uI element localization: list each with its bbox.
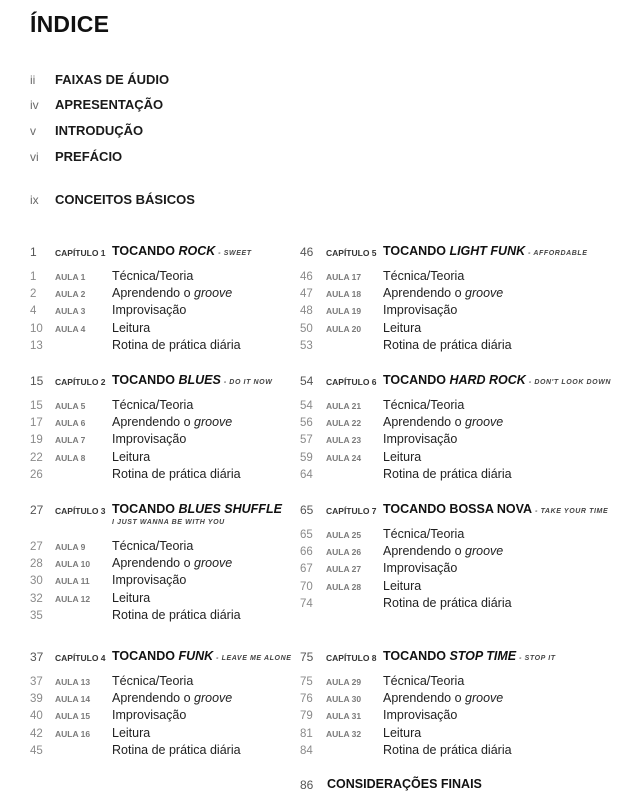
lesson-number: AULA 7 (55, 435, 86, 446)
lesson-number: AULA 30 (326, 694, 362, 705)
lesson-name-text: Leitura (383, 578, 422, 593)
lesson-page: 45 (30, 744, 43, 757)
lesson-number: AULA 18 (326, 289, 362, 300)
front-item-page: v (30, 124, 36, 138)
lesson-page: 10 (30, 322, 43, 335)
chapter-block (300, 648, 600, 759)
page-title: ÍNDICE (30, 11, 110, 37)
chapter-header[interactable] (300, 648, 600, 666)
lesson-name (112, 673, 193, 690)
front-item-label: CONCEITOS BÁSICOS (55, 192, 195, 207)
lesson-number: AULA 10 (55, 559, 91, 570)
lesson-name-emphasis: groove (465, 544, 504, 559)
lesson-name (112, 555, 232, 572)
lesson-name-text: Improvisação (383, 561, 458, 576)
lesson-name-text: Rotina de prática diária (112, 466, 241, 481)
lesson-name (383, 578, 421, 595)
chapter-page: 65 (300, 503, 314, 517)
chapter-page: 37 (30, 650, 44, 664)
lesson-page: 22 (30, 451, 43, 464)
chapter-page: 1 (30, 245, 37, 259)
chapter-title-prefix: TOCANDO (383, 373, 450, 387)
chapter-block (30, 243, 330, 354)
lesson-row[interactable] (300, 595, 600, 612)
lesson-number: AULA 29 (326, 677, 362, 687)
lesson-row[interactable] (300, 466, 600, 483)
chapter-song (528, 250, 587, 257)
chapter-title-prefix: TOCANDO (112, 502, 179, 516)
lesson-page: 84 (300, 744, 313, 757)
chapter-header[interactable] (30, 243, 330, 261)
chapter-label: CAPÍTULO 1 (55, 248, 106, 258)
lesson-name-text: Improvisação (112, 432, 187, 447)
lesson-name-text: Rotina de prática diária (112, 742, 241, 757)
lesson-page: 66 (300, 546, 313, 559)
lesson-page: 81 (300, 727, 313, 740)
lesson-row[interactable] (30, 590, 330, 607)
lesson-name (383, 725, 421, 742)
lesson-page: 54 (300, 400, 313, 412)
lesson-name (112, 414, 232, 431)
chapter-title-prefix: TOCANDO BOSSA NOVA (383, 502, 533, 516)
chapter-song-title: SWEET (223, 250, 252, 257)
chapter-label: CAPÍTULO 4 (55, 653, 106, 663)
chapter-page: 27 (30, 503, 44, 517)
lesson-row[interactable] (300, 337, 600, 354)
lesson-name-text: Técnica/Teoria (383, 398, 465, 412)
lesson-number: AULA 4 (55, 323, 86, 334)
lesson-number: AULA 21 (326, 401, 362, 411)
chapter-spacer (300, 261, 600, 268)
chapter-label: CAPÍTULO 6 (326, 377, 377, 387)
front-item-page: iv (30, 98, 39, 112)
lesson-page: 2 (30, 288, 37, 301)
lesson-name-text: Técnica/Teoria (112, 539, 194, 553)
chapter-title-emphasis: LIGHT FUNK (449, 244, 526, 258)
lesson-name (383, 337, 512, 354)
front-item-page: vi (30, 150, 39, 164)
lesson-page: 26 (30, 468, 43, 481)
lesson-name (383, 302, 457, 319)
lesson-number: AULA 27 (326, 564, 362, 575)
lesson-name (383, 320, 421, 337)
lesson-row[interactable] (30, 555, 330, 572)
lesson-name (383, 397, 464, 414)
chapter-song-separator: - (528, 379, 535, 386)
chapter-title-prefix: TOCANDO (383, 649, 450, 663)
lesson-name (383, 414, 503, 431)
lesson-name (112, 607, 241, 624)
front-item-label: FAIXAS DE ÁUDIO (55, 72, 170, 87)
lesson-name (383, 560, 457, 577)
lesson-row[interactable] (300, 707, 600, 724)
chapter-page: 15 (30, 374, 44, 388)
lesson-number: AULA 26 (326, 547, 362, 558)
chapter-label: CAPÍTULO 8 (326, 653, 377, 663)
lesson-page: 53 (300, 339, 313, 352)
lesson-row[interactable] (300, 526, 600, 543)
lesson-page: 13 (30, 339, 43, 352)
lesson-number: AULA 14 (55, 694, 91, 705)
lesson-row[interactable] (300, 320, 600, 337)
lesson-name (112, 725, 150, 742)
lesson-page: 59 (300, 451, 313, 464)
lesson-row[interactable] (300, 560, 600, 577)
chapter-block (30, 372, 330, 483)
lesson-row[interactable] (30, 673, 330, 690)
lesson-row[interactable] (30, 337, 330, 354)
chapter-title (112, 501, 282, 518)
chapter-title (383, 372, 611, 391)
lesson-row[interactable] (300, 543, 600, 560)
lesson-row[interactable] (30, 572, 330, 589)
lesson-row[interactable] (30, 320, 330, 337)
lesson-row[interactable] (300, 285, 600, 302)
final-page: 86 (300, 778, 314, 792)
lesson-name (112, 397, 193, 414)
lesson-name (383, 673, 464, 690)
chapter-title-prefix: TOCANDO (112, 373, 179, 387)
chapter-block (300, 243, 600, 354)
lesson-number: AULA 8 (55, 452, 86, 463)
lesson-number: AULA 5 (55, 401, 86, 411)
lesson-name (383, 690, 503, 707)
lesson-row[interactable] (30, 742, 330, 759)
chapter-title-emphasis: BLUES (178, 373, 221, 387)
lesson-name-text: Aprendendo o (112, 691, 195, 706)
chapter-page: 46 (300, 245, 314, 259)
lesson-number: AULA 1 (55, 272, 86, 282)
lesson-page: 4 (30, 305, 37, 318)
lesson-row[interactable] (30, 690, 330, 707)
lesson-row[interactable] (300, 414, 600, 431)
chapter-spacer (300, 666, 600, 673)
chapter-song-separator: - (528, 250, 534, 257)
lesson-page: 39 (30, 693, 43, 706)
lesson-page: 40 (30, 710, 43, 723)
lesson-number: AULA 23 (326, 435, 362, 446)
lesson-row[interactable] (300, 302, 600, 319)
chapter-header[interactable] (300, 372, 612, 390)
lesson-row[interactable] (300, 449, 600, 466)
chapter-song-separator: - (223, 379, 230, 386)
lesson-row[interactable] (30, 285, 330, 302)
chapter-label: CAPÍTULO 2 (55, 377, 106, 387)
lesson-page: 64 (300, 468, 313, 481)
lesson-name-text: Rotina de prática diária (112, 337, 241, 352)
lesson-row[interactable] (30, 449, 330, 466)
lesson-row[interactable] (30, 414, 330, 431)
lesson-name-text: Rotina de prática diária (383, 337, 512, 352)
chapter-label: CAPÍTULO 7 (326, 506, 377, 516)
lesson-row[interactable] (30, 268, 330, 285)
lesson-page: 17 (30, 417, 43, 430)
lesson-number: AULA 15 (55, 711, 91, 722)
lesson-row[interactable] (30, 397, 330, 414)
lesson-name (112, 320, 150, 337)
lesson-name (112, 690, 232, 707)
lesson-name (112, 538, 193, 555)
lesson-name-text: Leitura (383, 320, 422, 335)
lesson-number: AULA 20 (326, 323, 362, 334)
lesson-row[interactable] (30, 607, 330, 624)
lesson-number: AULA 6 (55, 418, 86, 429)
lesson-name-emphasis: groove (194, 556, 233, 571)
lesson-name-text: Rotina de prática diária (112, 607, 241, 622)
chapter-title-prefix: TOCANDO (112, 649, 179, 663)
chapter-title (112, 372, 272, 391)
lesson-name (112, 466, 241, 483)
chapter-title-prefix: TOCANDO (112, 244, 179, 258)
lesson-page: 32 (30, 592, 43, 605)
lesson-row[interactable] (30, 725, 330, 742)
front-item-label: APRESENTAÇÃO (55, 97, 164, 112)
chapter-block (300, 372, 612, 483)
lesson-row[interactable] (300, 742, 600, 759)
lesson-name-text: Improvisação (383, 432, 458, 447)
chapter-song-separator: - (216, 655, 222, 662)
lesson-name-text: Aprendendo o (383, 691, 466, 706)
chapter-title-prefix: TOCANDO (383, 244, 450, 258)
lesson-page: 75 (300, 676, 313, 688)
front-item-page: ix (30, 193, 39, 207)
chapter-title-emphasis: HARD ROCK (449, 373, 526, 387)
lesson-page: 48 (300, 305, 313, 318)
lesson-page: 28 (30, 558, 43, 571)
chapter-header[interactable] (300, 501, 609, 519)
chapter-song-title: TAKE YOUR TIME (540, 508, 609, 515)
lesson-number: AULA 3 (55, 306, 86, 317)
chapter-song-title: DON'T LOOK DOWN (534, 379, 612, 386)
chapter-spacer (300, 390, 600, 397)
chapter-header[interactable] (30, 648, 330, 666)
lesson-row[interactable] (30, 707, 330, 724)
lesson-name-emphasis: groove (465, 415, 504, 430)
front-item-label: INTRODUÇÃO (55, 123, 144, 138)
lesson-number: AULA 24 (326, 452, 362, 463)
lesson-page: 30 (30, 575, 43, 588)
lesson-name-text: Aprendendo o (112, 556, 195, 571)
lesson-name (112, 285, 232, 302)
lesson-page: 56 (300, 417, 313, 430)
lesson-name-text: Leitura (112, 725, 151, 740)
chapter-title (383, 501, 608, 520)
chapter-block (300, 501, 609, 612)
chapter-spacer (300, 519, 600, 526)
lesson-page: 42 (30, 727, 43, 740)
chapter-song-title: STOP IT (524, 655, 556, 662)
lesson-name-text: Aprendendo o (383, 415, 466, 430)
chapter-song (519, 655, 556, 662)
lesson-name-text: Aprendendo o (112, 286, 195, 301)
lesson-number: AULA 17 (326, 272, 362, 282)
chapter-block (30, 648, 330, 759)
lesson-page: 57 (300, 434, 313, 447)
lesson-name (112, 268, 193, 285)
lesson-name (383, 595, 512, 612)
front-item-page: ii (30, 73, 36, 87)
lesson-name (112, 742, 241, 759)
chapter-spacer (30, 531, 330, 538)
lesson-row[interactable] (300, 673, 600, 690)
lesson-name-text: Técnica/Teoria (112, 398, 194, 412)
lesson-page: 27 (30, 541, 43, 553)
lesson-name (383, 526, 464, 543)
lesson-number: AULA 2 (55, 289, 86, 300)
lesson-name-text: Leitura (383, 449, 422, 464)
lesson-row[interactable] (300, 268, 600, 285)
chapter-title-emphasis: BLUES SHUFFLE (178, 502, 282, 516)
lesson-name-emphasis: groove (194, 415, 233, 430)
lesson-page: 70 (300, 580, 313, 593)
lesson-name (112, 302, 186, 319)
lesson-row[interactable] (30, 431, 330, 448)
lesson-name-emphasis: groove (194, 286, 233, 301)
chapter-header[interactable] (30, 372, 330, 390)
lesson-number: AULA 22 (326, 418, 362, 429)
chapter-song-title: LEAVE ME ALONE (221, 655, 292, 662)
chapter-label: CAPÍTULO 3 (55, 506, 106, 516)
lesson-name (383, 742, 512, 759)
lesson-name (383, 543, 503, 560)
chapter-song: I JUST WANNA BE WITH YOU (112, 519, 225, 526)
chapter-title (383, 243, 588, 262)
lesson-page: 19 (30, 434, 43, 447)
lesson-name-text: Improvisação (383, 303, 458, 318)
lesson-number: AULA 31 (326, 711, 362, 722)
lesson-name-text: Leitura (112, 320, 151, 335)
chapter-song (535, 508, 608, 515)
lesson-number: AULA 12 (55, 593, 91, 604)
lesson-page: 35 (30, 609, 43, 622)
lesson-name-text: Técnica/Teoria (383, 674, 465, 688)
chapter-label: CAPÍTULO 5 (326, 248, 377, 258)
lesson-name-text: Aprendendo o (112, 415, 195, 430)
lesson-name (112, 707, 186, 724)
lesson-number: AULA 28 (326, 581, 362, 592)
lesson-name (112, 590, 150, 607)
lesson-name (383, 707, 457, 724)
lesson-row[interactable] (300, 431, 600, 448)
lesson-name-text: Técnica/Teoria (383, 269, 465, 283)
final-label: CONSIDERAÇÕES FINAIS (327, 777, 482, 791)
chapter-song (216, 655, 291, 662)
chapter-song-separator: - (218, 250, 224, 257)
chapter-title (112, 648, 292, 667)
lesson-name-text: Rotina de prática diária (383, 595, 512, 610)
lesson-name-text: Rotina de prática diária (383, 742, 512, 757)
lesson-page: 50 (300, 322, 313, 335)
lesson-name (383, 449, 421, 466)
lesson-name-text: Técnica/Teoria (383, 527, 465, 541)
lesson-name (112, 449, 150, 466)
chapter-spacer (30, 390, 330, 397)
lesson-name-text: Leitura (383, 725, 422, 740)
chapter-song (224, 379, 273, 386)
lesson-row[interactable] (300, 397, 600, 414)
lesson-name (383, 285, 503, 302)
chapter-block (30, 501, 330, 624)
chapter-spacer (30, 261, 330, 268)
lesson-page: 46 (300, 271, 313, 283)
lesson-number: AULA 25 (326, 530, 362, 540)
lesson-name-text: Leitura (112, 590, 151, 605)
chapter-page: 54 (300, 374, 314, 388)
lesson-name-emphasis: groove (465, 286, 504, 301)
chapter-spacer (30, 666, 330, 673)
lesson-name-text: Improvisação (112, 708, 187, 723)
chapter-song (529, 379, 611, 386)
lesson-name-text: Aprendendo o (383, 544, 466, 559)
lesson-row[interactable] (30, 302, 330, 319)
lesson-page: 47 (300, 288, 313, 301)
lesson-name-text: Aprendendo o (383, 286, 466, 301)
lesson-name-text: Rotina de prática diária (383, 466, 512, 481)
lesson-number: AULA 11 (55, 576, 90, 587)
lesson-number: AULA 9 (55, 542, 86, 552)
chapter-song-title: DO IT NOW (229, 379, 273, 386)
lesson-name (112, 572, 186, 589)
lesson-row[interactable] (30, 538, 330, 555)
lesson-page: 67 (300, 563, 313, 576)
lesson-page: 74 (300, 597, 313, 610)
lesson-page: 79 (300, 710, 313, 723)
lesson-name-text: Leitura (112, 449, 151, 464)
lesson-name (112, 337, 241, 354)
lesson-name-text: Improvisação (112, 303, 187, 318)
lesson-page: 76 (300, 693, 313, 706)
chapter-song-separator: - (535, 508, 541, 515)
front-item-label: PREFÁCIO (55, 149, 123, 164)
lesson-name-text: Técnica/Teoria (112, 674, 194, 688)
lesson-name (383, 466, 512, 483)
lesson-name-text: Improvisação (112, 573, 187, 588)
lesson-name (383, 431, 457, 448)
lesson-row[interactable] (300, 690, 600, 707)
lesson-number: AULA 19 (326, 306, 362, 317)
lesson-number: AULA 32 (326, 728, 362, 739)
chapter-title (383, 648, 556, 667)
lesson-name (112, 431, 186, 448)
chapter-header[interactable] (30, 501, 330, 519)
chapter-title-emphasis: STOP TIME (449, 649, 517, 663)
lesson-name-emphasis: groove (194, 691, 233, 706)
lesson-page: 1 (30, 271, 37, 283)
chapter-title-emphasis: FUNK (178, 649, 214, 663)
lesson-name-emphasis: groove (465, 691, 504, 706)
lesson-page: 37 (30, 676, 43, 688)
lesson-number: AULA 16 (55, 728, 91, 739)
lesson-name-text: Improvisação (383, 708, 458, 723)
chapter-song-title: AFFORDABLE (533, 250, 588, 257)
lesson-row[interactable] (30, 466, 330, 483)
chapter-song-separator: - (519, 655, 525, 662)
chapter-title (112, 243, 252, 262)
chapter-header[interactable] (300, 243, 600, 261)
lesson-name-text: Técnica/Teoria (112, 269, 194, 283)
lesson-row[interactable] (300, 578, 600, 595)
lesson-name (383, 268, 464, 285)
chapter-title-emphasis: ROCK (178, 244, 216, 258)
chapter-song (218, 250, 251, 257)
lesson-row[interactable] (300, 725, 600, 742)
chapter-page: 75 (300, 650, 314, 664)
lesson-number: AULA 13 (55, 677, 91, 687)
lesson-page: 65 (300, 529, 313, 541)
lesson-page: 15 (30, 400, 43, 412)
